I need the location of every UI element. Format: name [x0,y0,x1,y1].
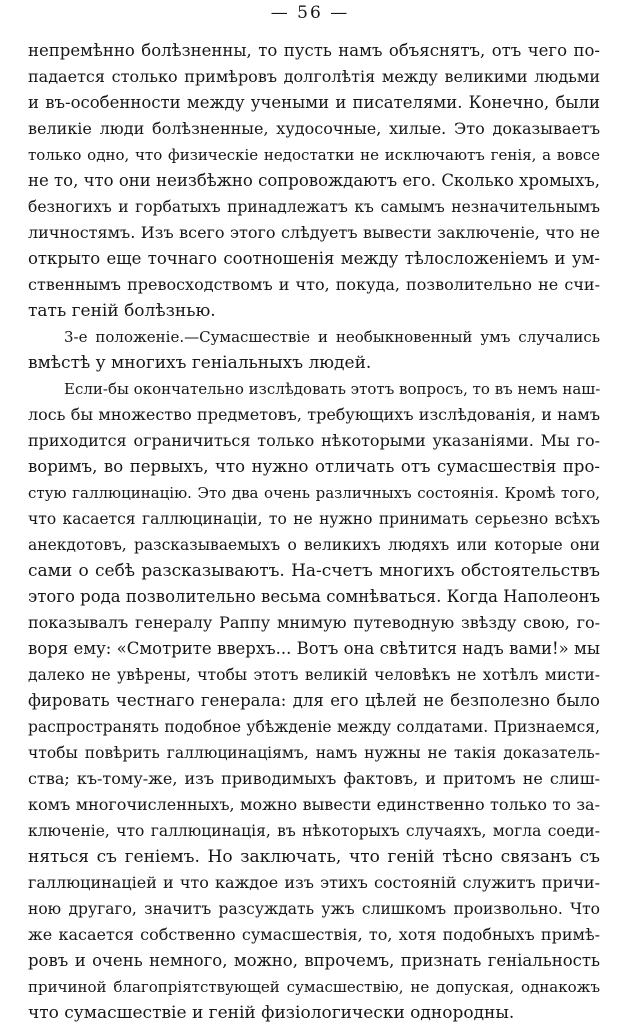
text-line: только одно, что физическіе недостатки не исключаютъ генія, а вовсе [28,146,600,164]
text-line: приходится ограничиться только нѣкоторыми указаніями. Мы го- [28,431,600,450]
text-line: этого рода позволительно весьма сомнѣваться. Когда Наполеонъ [28,587,600,606]
text-line: 3-е положеніе.—Сумасшествіе и необыкновенный умъ случались [64,328,600,346]
text-line: не то, что они неизбѣжно сопровождаютъ его. Сколько хромыхъ, [28,171,600,190]
text-line: же касается собственно сумасшествія, то, хотя подобныхъ примѣ- [28,925,600,944]
text-line: ства; къ-тому-же, изъ приводимыхъ фактовъ, и притомъ не слиш- [28,769,600,788]
text-line: стую галлюцинацію. Это два очень различныхъ состоянія. Кромѣ того, [28,484,600,502]
text-line: падается столько примѣровъ долголѣтія между великими людьми [28,67,600,86]
text-line: тать геній болѣзнью. [28,301,216,321]
text-line: чтобы повѣрить галлюцинаціямъ, намъ нужны не такія доказатель- [28,744,600,762]
text-line: воря ему: «Смотрите вверхъ... Вотъ она свѣтится надъ вами!» мы [28,639,600,658]
text-line: ственнымъ превосходствомъ и что, покуда, позволительно не счи- [28,275,600,294]
text-line: Если-бы окончательно изслѣдовать этотъ вопросъ, то въ немъ наш- [64,380,600,398]
text-line: причиной благопріятствующей сумасшествію, не допуская, однакожъ [28,978,600,996]
paragraph [28,38,600,324]
text-line: воримъ, во первыхъ, что нужно отличать отъ сумасшествія про- [28,457,600,476]
text-line: распространять подобное убѣжденіе между солдатами. Признаемся, [28,718,600,736]
text-line: безногихъ и горбатыхъ принадлежатъ къ самымъ незначительнымъ [28,198,600,216]
text-line: открыто еще точнаго соотношенія между тѣлосложеніемъ и ум- [28,249,600,268]
text-line: непремѣнно болѣзненны, то пусть намъ объяснятъ, отъ чего по- [28,41,600,60]
text-line: ключеніе, что галлюцинація, въ нѣкоторыхъ случаяхъ, могла соеди- [28,822,600,840]
text-line: фировать честнаго генерала: для его цѣлей не безполезно было [28,691,600,710]
text-line: ною другаго, значитъ разсуждать ужъ слишкомъ произвольно. Что [28,900,600,918]
text-line: няться съ геніемъ. Но заключать, что геній тѣсно связанъ съ [28,847,600,867]
text-line: далеко не увѣрены, чтобы этотъ великій человѣкъ не хотѣлъ мисти- [28,666,600,684]
text-line: что касается галлюцинаціи, то не нужно принимать серьезно всѣхъ [28,510,600,528]
text-line: сами о себѣ разсказываютъ. На-счетъ многихъ обстоятельствъ [28,561,600,581]
paragraph [28,376,600,1026]
text-line: что сумасшествіе и геній физіологически однородны. [28,1003,515,1023]
text-line: великіе люди болѣзненные, худосочные, хилые. Это доказываетъ [28,119,600,138]
text-line: анекдотовъ, разсказываемыхъ о великихъ людяхъ или которые они [28,536,600,554]
text-line: личностямъ. Изъ всего этого слѣдуетъ вывести заключеніе, что не [28,223,600,242]
page-number: — 56 — [270,3,350,23]
text-line: показывалъ генералу Раппу мнимую путеводную звѣзду свою, го- [28,613,600,632]
text-body [28,38,600,1026]
text-line: лось бы множество предметовъ, требующихъ изслѣдованія, и намъ [28,405,600,424]
text-line: вмѣстѣ у многихъ геніальныхъ людей. [28,353,372,373]
text-line: комъ многочисленныхъ, можно вывести единственно только то за- [28,795,600,814]
text-line: галлюцинаціей и что каждое изъ этихъ состояній служитъ причи- [28,873,600,892]
text-line: и въ-особенности между учеными и писателями. Конечно, были [28,93,600,112]
paragraph [28,324,600,376]
text-line: ровъ и очень немного, можно, впрочемъ, признать геніальность [28,951,600,970]
